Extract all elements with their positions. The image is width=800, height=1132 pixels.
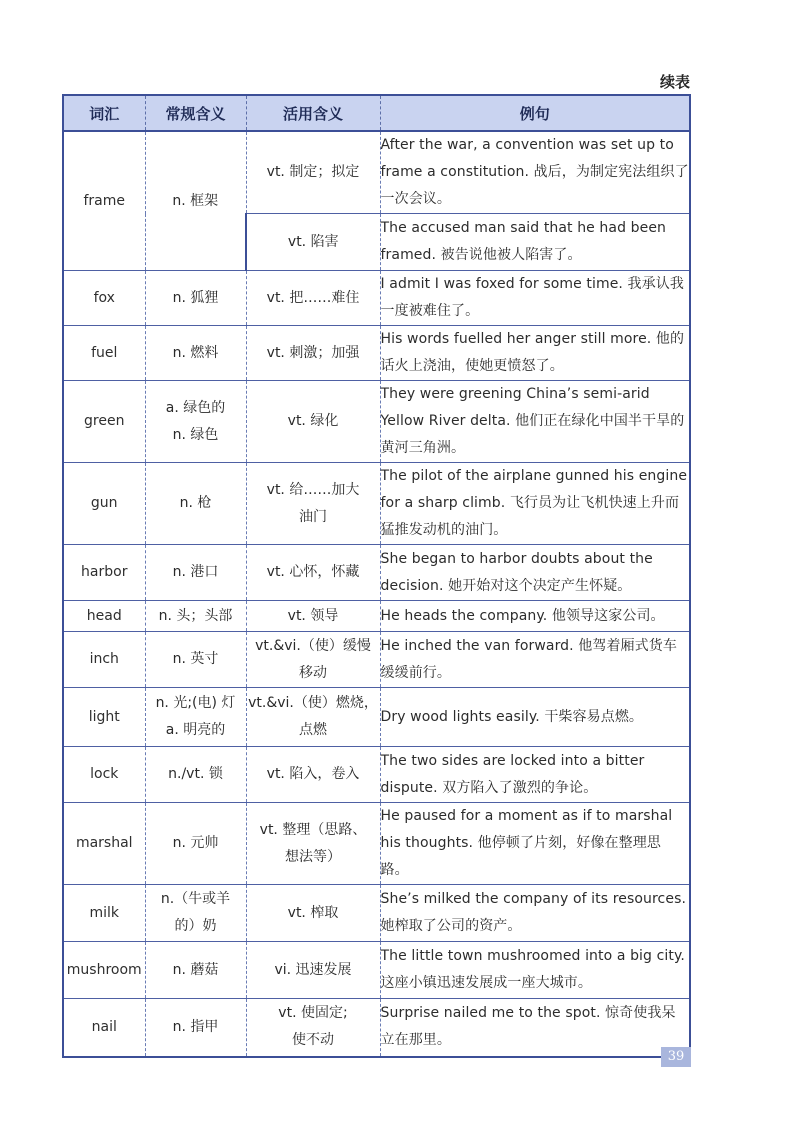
cell-general: n.（牛或羊 的）奶 xyxy=(145,885,246,942)
cell-extended: vt. 把……难住 xyxy=(246,271,380,326)
table-row xyxy=(63,942,690,999)
cell-word: green xyxy=(63,381,145,463)
cell-example: Surprise nailed me to the spot. 惊奇使我呆立在那里。 xyxy=(380,999,690,1057)
header-example: 例句 xyxy=(380,95,690,131)
cell-word: head xyxy=(63,601,145,632)
cell-extended: vi. 迅速发展 xyxy=(246,942,380,999)
table-row xyxy=(63,463,690,545)
cell-example: The pilot of the airplane gunned his engine for a sharp climb. 飞行员为让飞机快速上升而猛推发动机的油门。 xyxy=(380,463,690,545)
cell-example: The two sides are locked into a bitter dispute. 双方陷入了激烈的争论。 xyxy=(380,747,690,803)
cell-extended: vt. 心怀，怀藏 xyxy=(246,545,380,601)
cell-general: n. 英寸 xyxy=(145,632,246,688)
cell-extended: vt. 整理（思路、 想法等） xyxy=(246,803,380,885)
cell-word: harbor xyxy=(63,545,145,601)
cell-example: I admit I was foxed for some time. 我承认我一度被难住了。 xyxy=(380,271,690,326)
cell-word: gun xyxy=(63,463,145,545)
cell-word: milk xyxy=(63,885,145,942)
cell-word: frame xyxy=(63,131,145,271)
cell-general: n. 港口 xyxy=(145,545,246,601)
cell-general: n. 枪 xyxy=(145,463,246,545)
table-header-row xyxy=(63,95,690,131)
cell-extended: vt. 绿化 xyxy=(246,381,380,463)
cell-extended: vt. 制定；拟定 xyxy=(246,131,380,214)
cell-example: He inched the van forward. 他驾着厢式货车缓缓前行。 xyxy=(380,632,690,688)
cell-word: fuel xyxy=(63,326,145,381)
cell-word: lock xyxy=(63,747,145,803)
cell-example: He heads the company. 他领导这家公司。 xyxy=(380,601,690,632)
cell-extended: vt. 使固定; 使不动 xyxy=(246,999,380,1057)
cell-extended: vt. 陷入，卷入 xyxy=(246,747,380,803)
table-row xyxy=(63,381,690,463)
table-row xyxy=(63,885,690,942)
cell-general: n. 燃料 xyxy=(145,326,246,381)
cell-example: He paused for a moment as if to marshal his thoughts. 他停顿了片刻，好像在整理思路。 xyxy=(380,803,690,885)
cell-word: inch xyxy=(63,632,145,688)
cell-general: n. 指甲 xyxy=(145,999,246,1057)
cell-extended: vt.&vi.（使）燃烧， 点燃 xyxy=(246,688,380,747)
table-row xyxy=(63,326,690,381)
cell-general: n. 框架 xyxy=(145,131,246,271)
cell-general: n. 狐狸 xyxy=(145,271,246,326)
cell-example: The little town mushroomed into a big city. 这座小镇迅速发展成一座大城市。 xyxy=(380,942,690,999)
cell-example: She began to harbor doubts about the decision. 她开始对这个决定产生怀疑。 xyxy=(380,545,690,601)
vocabulary-table xyxy=(62,94,691,1058)
table-row xyxy=(63,632,690,688)
cell-example: They were greening China’s semi-arid Yellow River delta. 他们正在绿化中国半干旱的黄河三角洲。 xyxy=(380,381,690,463)
cell-general: n. 蘑菇 xyxy=(145,942,246,999)
cell-extended: vt. 领导 xyxy=(246,601,380,632)
page-number: 39 xyxy=(661,1047,691,1067)
cell-word: mushroom xyxy=(63,942,145,999)
header-word: 词汇 xyxy=(63,95,145,131)
cell-example: The accused man said that he had been framed. 被告说他被人陷害了。 xyxy=(380,214,690,271)
header-general-meaning: 常规含义 xyxy=(145,95,246,131)
cell-extended: vt. 给……加大 油门 xyxy=(246,463,380,545)
cell-general: a. 绿色的 n. 绿色 xyxy=(145,381,246,463)
cell-word: nail xyxy=(63,999,145,1057)
cell-example: She’s milked the company of its resources. 她榨取了公司的资产。 xyxy=(380,885,690,942)
table-row xyxy=(63,999,690,1057)
table-row xyxy=(63,747,690,803)
cell-general: n./vt. 锁 xyxy=(145,747,246,803)
header-extended-meaning: 活用含义 xyxy=(246,95,380,131)
cell-general: n. 元帅 xyxy=(145,803,246,885)
table-row xyxy=(63,803,690,885)
cell-word: marshal xyxy=(63,803,145,885)
cell-extended: vt. 刺激；加强 xyxy=(246,326,380,381)
cell-word: fox xyxy=(63,271,145,326)
table-row xyxy=(63,545,690,601)
cell-general: n. 光;(电) 灯 a. 明亮的 xyxy=(145,688,246,747)
cell-example: After the war, a convention was set up to frame a constitution. 战后，为制定宪法组织了一次会议。 xyxy=(380,131,690,214)
cell-extended: vt. 陷害 xyxy=(246,214,380,271)
table-row xyxy=(63,271,690,326)
table-row xyxy=(63,601,690,632)
cell-example: Dry wood lights easily. 干柴容易点燃。 xyxy=(380,688,690,747)
cell-word: light xyxy=(63,688,145,747)
cell-example: His words fuelled her anger still more. 他的话火上浇油，使她更愤怒了。 xyxy=(380,326,690,381)
cell-extended: vt.&vi.（使）缓慢 移动 xyxy=(246,632,380,688)
table-row xyxy=(63,131,690,214)
table-row xyxy=(63,688,690,747)
continued-label: 续表 xyxy=(659,73,690,91)
cell-extended: vt. 榨取 xyxy=(246,885,380,942)
cell-general: n. 头；头部 xyxy=(145,601,246,632)
